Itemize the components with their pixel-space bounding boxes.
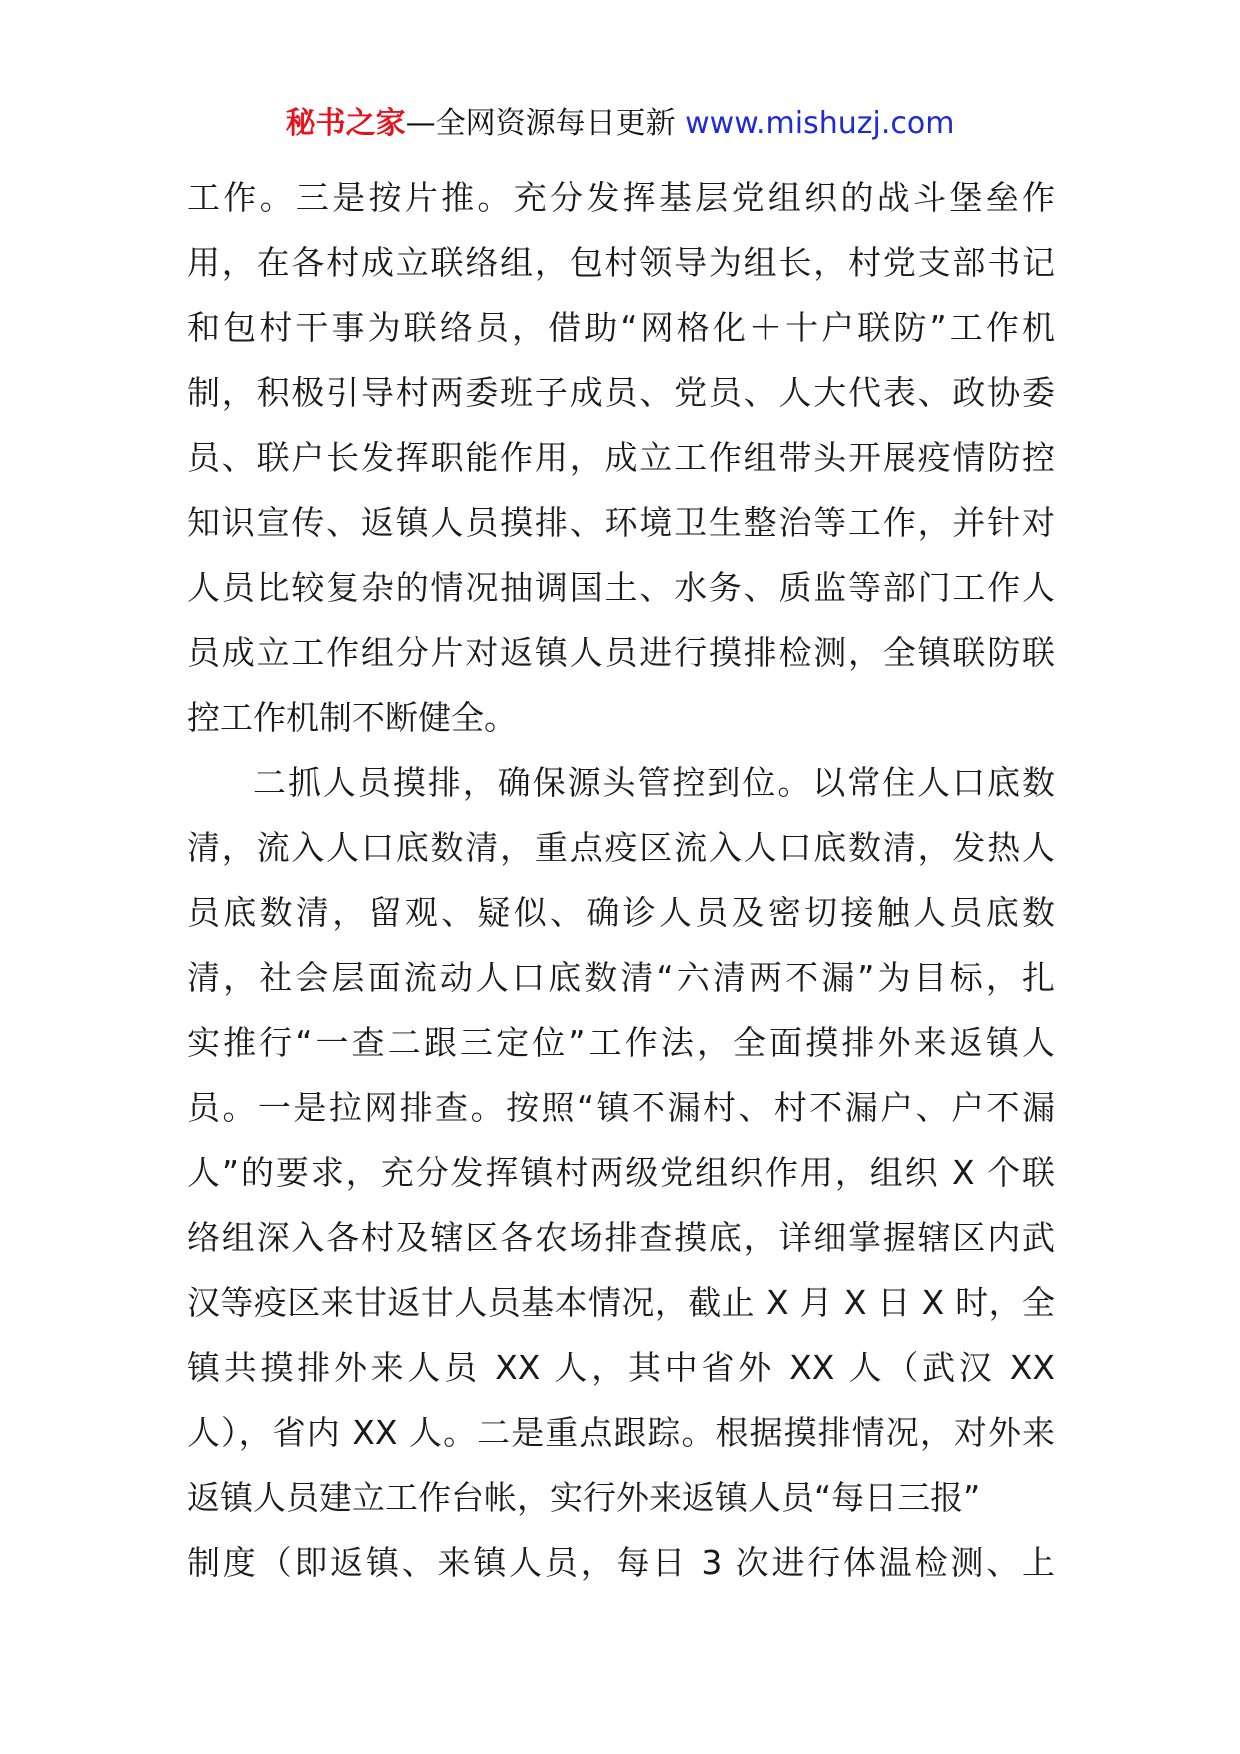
text-line: 镇共摸排外来人员 XX 人，其中省外 XX 人（武汉 XX bbox=[187, 1348, 1055, 1387]
header-tagline: —全网资源每日更新 bbox=[405, 106, 686, 141]
text-line: 制，积极引导村两委班子成员、党员、人大代表、政协委 bbox=[187, 373, 1055, 412]
text-line: 员、联户长发挥职能作用，成立工作组带头开展疫情防控 bbox=[187, 438, 1055, 477]
text-line: 人”的要求，充分发挥镇村两级党组织作用，组织 X 个联 bbox=[187, 1153, 1055, 1192]
page-header bbox=[0, 104, 1240, 144]
body-text bbox=[187, 165, 1055, 1595]
header-brand: 秘书之家 bbox=[285, 106, 406, 141]
header-site-link[interactable]: www.mishuzj.com bbox=[685, 106, 955, 141]
text-line: 员。一是拉网排查。按照“镇不漏村、村不漏户、户不漏 bbox=[187, 1088, 1055, 1127]
text-line: 员底数清，留观、疑似、确诊人员及密切接触人员底数 bbox=[187, 893, 1055, 932]
text-line: 汉等疫区来甘返甘人员基本情况，截止 X 月 X 日 X 时，全 bbox=[187, 1283, 1055, 1322]
paragraph-heading-line: 二抓人员摸排，确保源头管控到位。以常住人口底数 bbox=[253, 763, 1055, 802]
text-line: 络组深入各村及辖区各农场排查摸底，详细掌握辖区内武 bbox=[187, 1218, 1055, 1257]
text-line: 清，流入人口底数清，重点疫区流入人口底数清，发热人 bbox=[187, 828, 1055, 867]
text-line: 清，社会层面流动人口底数清“六清两不漏”为目标，扎 bbox=[187, 958, 1055, 997]
text-line: 实推行“一查二跟三定位”工作法，全面摸排外来返镇人 bbox=[187, 1023, 1055, 1062]
text-line: 用，在各村成立联络组，包村领导为组长，村党支部书记 bbox=[187, 243, 1055, 282]
text-line: 和包村干事为联络员，借助“网格化＋十户联防”工作机 bbox=[187, 308, 1055, 347]
text-line: 人员比较复杂的情况抽调国土、水务、质监等部门工作人 bbox=[187, 568, 1055, 607]
text-line: 人），省内 XX 人。二是重点跟踪。根据摸排情况，对外来 bbox=[187, 1413, 1055, 1452]
text-line: 知识宣传、返镇人员摸排、环境卫生整治等工作，并针对 bbox=[187, 503, 1055, 542]
text-line: 返镇人员建立工作台帐，实行外来返镇人员“每日三报” bbox=[187, 1478, 981, 1517]
text-line: 员成立工作组分片对返镇人员进行摸排检测，全镇联防联 bbox=[187, 633, 1055, 672]
text-line: 制度（即返镇、来镇人员，每日 3 次进行体温检测、上 bbox=[187, 1543, 1055, 1582]
text-line: 工作。三是按片推。充分发挥基层党组织的战斗堡垒作 bbox=[187, 178, 1055, 217]
text-line: 控工作机制不断健全。 bbox=[187, 698, 517, 737]
